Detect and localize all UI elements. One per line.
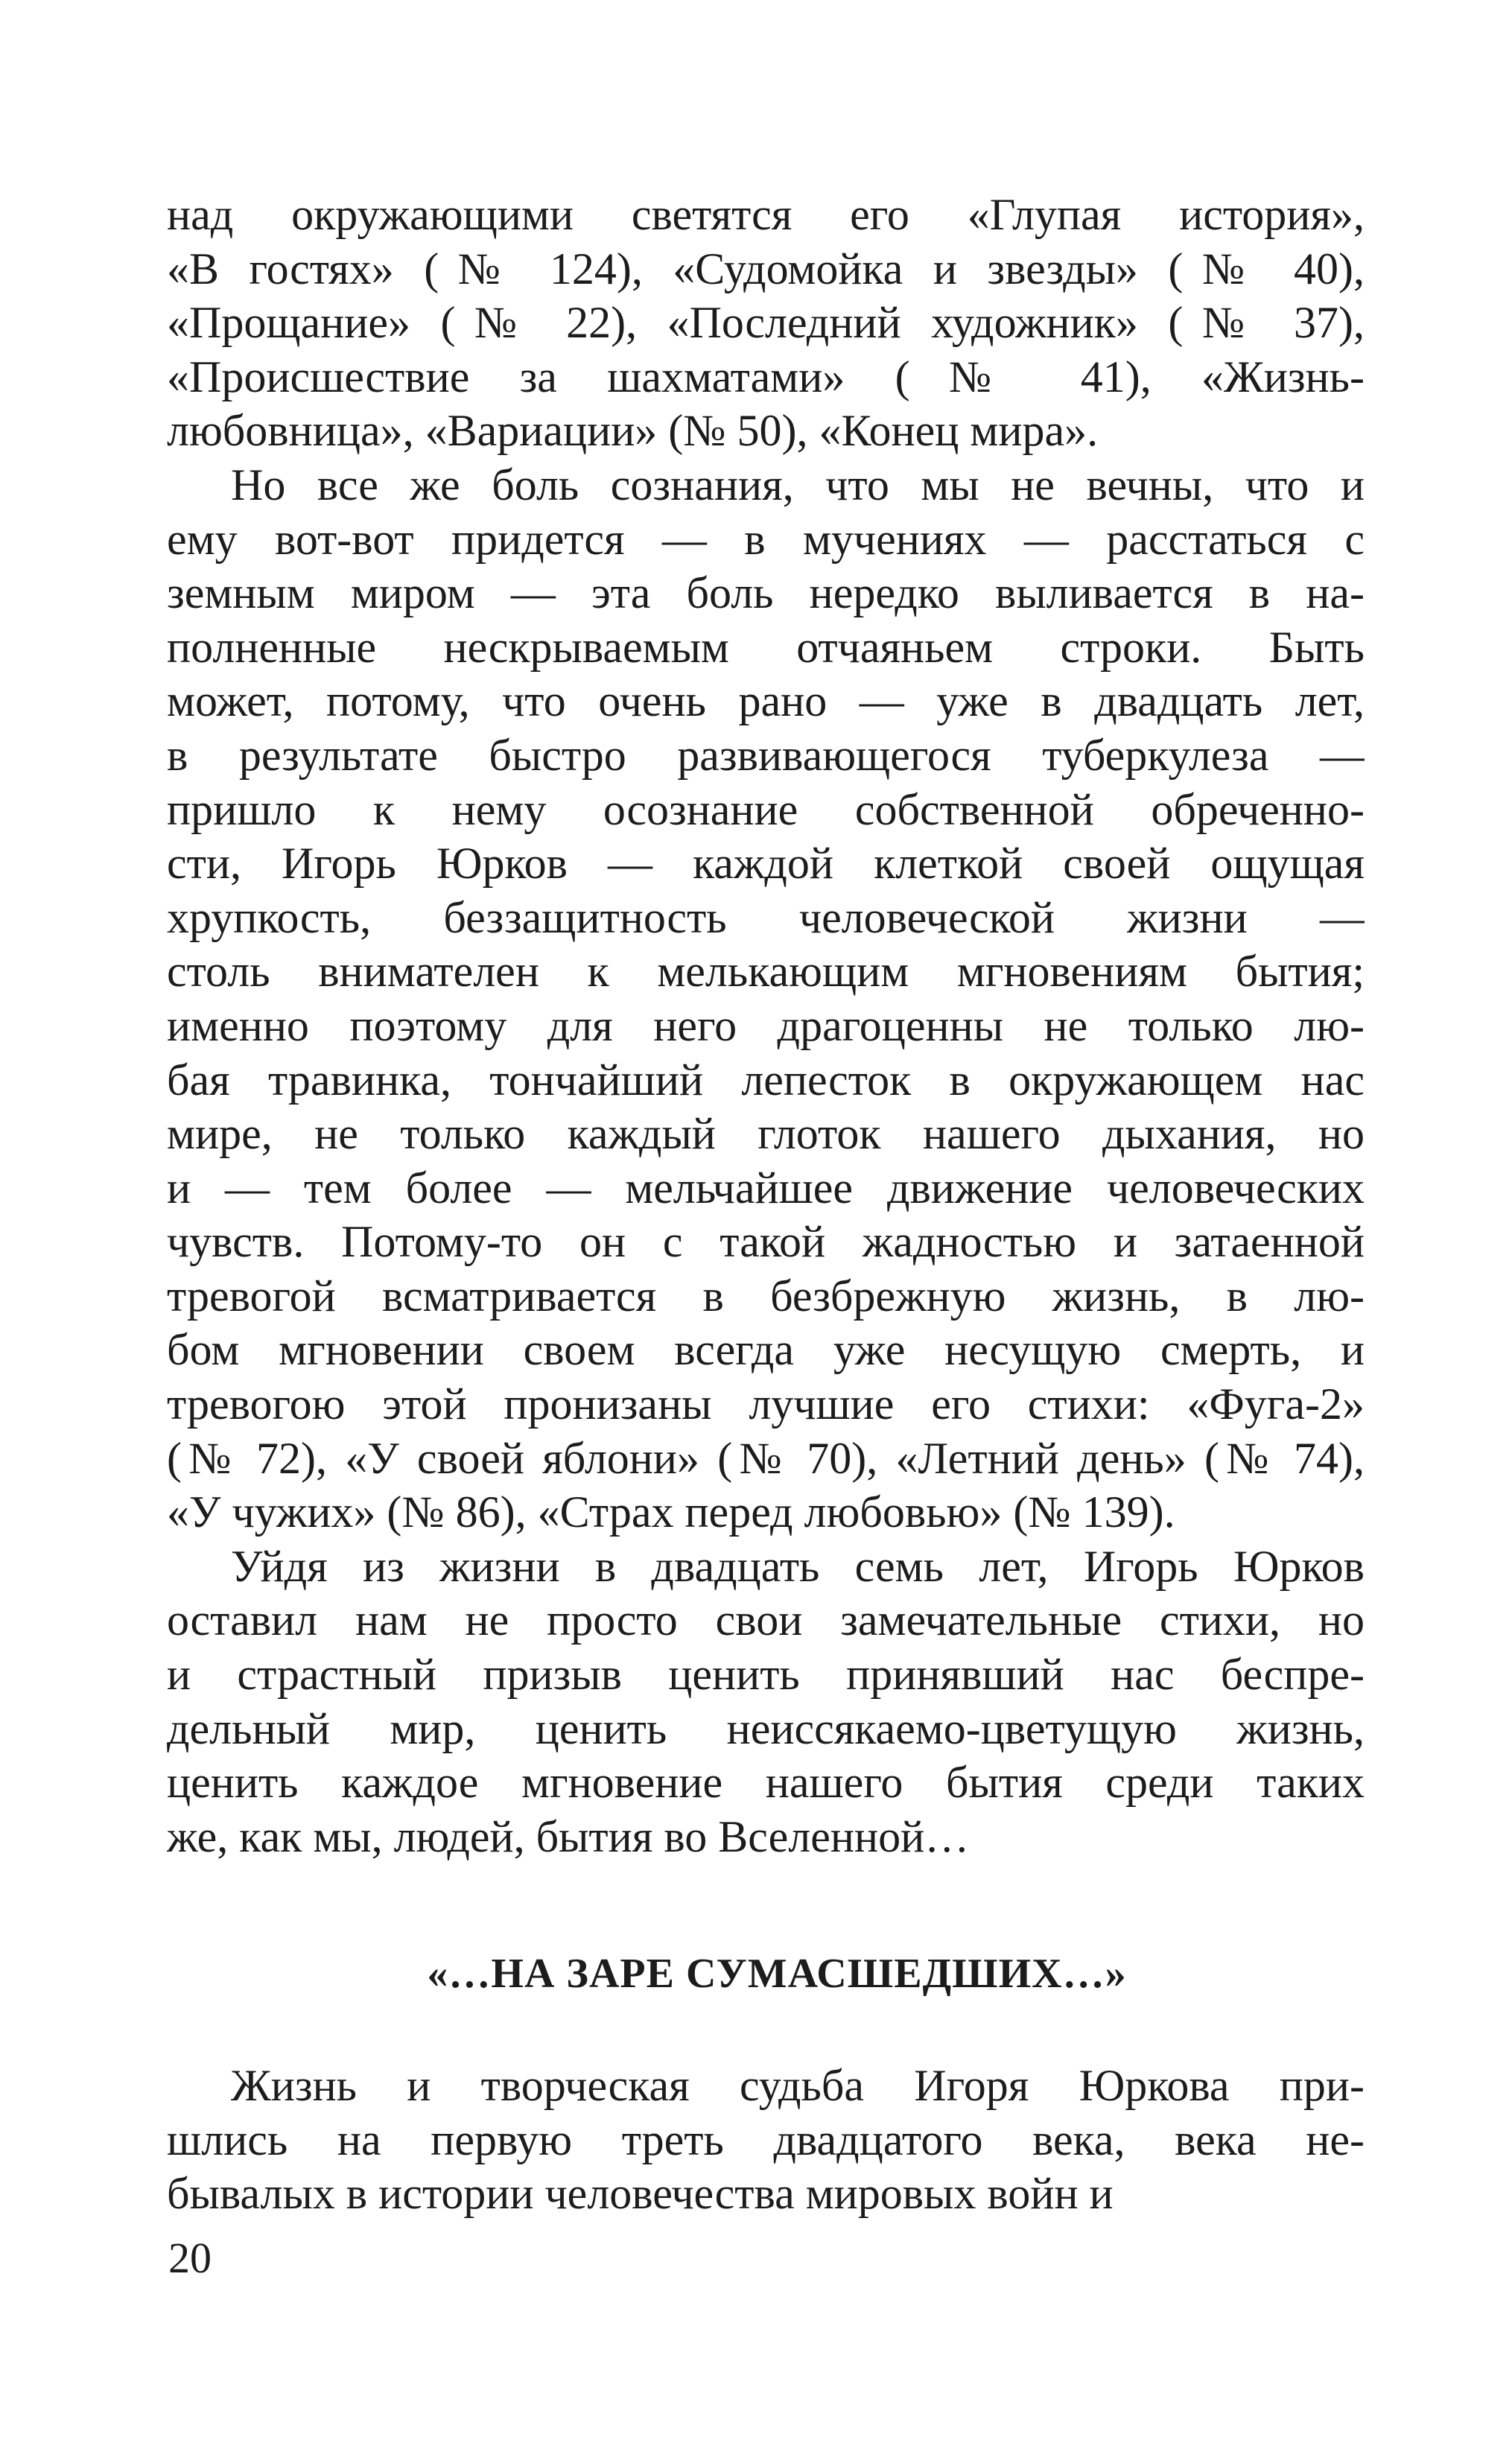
text-line: тревогою этой пронизаны лучшие его стихи: «Фуга-2»	[167, 1379, 1365, 1429]
text-line: «Происшествие за шахматами» (№ 41), «Жизнь-	[167, 352, 1365, 401]
text-line: полненные нескрываемым отчаяньем строки. Быть	[167, 622, 1365, 672]
text-line: сти, Игорь Юрков — каждой клеткой своей ощущая	[167, 839, 1365, 889]
paragraph	[167, 188, 1365, 458]
paragraph	[167, 2059, 1365, 2221]
text-line: столь внимателен к мелькающим мгновениям бытия;	[167, 947, 1365, 997]
text-line: пришло к нему осознание собственной обреченно-	[167, 784, 1365, 834]
text-line: именно поэтому для него драгоценны не только лю-	[167, 1000, 1365, 1050]
text-line: (№ 72), «У своей яблони» (№ 70), «Летний день» (№ 74),	[167, 1433, 1365, 1483]
text-line: оставил нам не просто свои замечательные стихи, но	[167, 1595, 1365, 1645]
text-line: тревогой всматривается в безбрежную жизнь, в лю-	[167, 1271, 1365, 1321]
page-number: 20	[168, 2234, 212, 2282]
text-line: чувств. Потому-то он с такой жадностью и затаенной	[167, 1217, 1365, 1267]
text-line: над окружающими светятся его «Глупая история»,	[167, 190, 1365, 239]
paragraph	[167, 1540, 1365, 1864]
text-line: и — тем более — мельчайшее движение человеческих	[167, 1163, 1365, 1213]
text-line: в результате быстро развивающегося туберкулеза —	[167, 730, 1365, 780]
text-line: и страстный призыв ценить принявший нас беспре-	[167, 1650, 1365, 1700]
text-line: Но все же боль сознания, что мы не вечны, что и	[231, 460, 1365, 509]
text-line: же, как мы, людей, бытия во Вселенной…	[167, 1811, 970, 1861]
text-line: бая травинка, тончайший лепесток в окружающем нас	[167, 1055, 1365, 1105]
text-line: бом мгновении своем всегда уже несущую смерть, и	[167, 1325, 1365, 1375]
text-line: «Прощание» (№ 22), «Последний художник» (№ 37),	[167, 298, 1365, 348]
text-line: дельный мир, ценить неиссякаемо-цветущую жизнь,	[167, 1703, 1365, 1753]
text-line: хрупкость, беззащитность человеческой жизни —	[167, 892, 1365, 942]
text-line: может, потому, что очень рано — уже в двадцать лет,	[167, 676, 1365, 726]
paragraph	[167, 458, 1365, 1540]
text-line: мире, не только каждый глоток нашего дыхания, но	[167, 1109, 1365, 1159]
text-line: Уйдя из жизни в двадцать семь лет, Игорь Юрков	[231, 1541, 1365, 1591]
body-text-top	[167, 188, 1365, 1864]
text-line: ему вот-вот придется — в мучениях — расстаться с	[167, 514, 1365, 564]
text-line: Жизнь и творческая судьба Игоря Юркова при-	[231, 2061, 1365, 2110]
text-line: земным миром — эта боль нередко выливается в на-	[167, 568, 1365, 618]
text-line: «У чужих» (№ 86), «Страх перед любовью» (№ 139).	[167, 1487, 1175, 1537]
text-line: бывалых в истории человечества мировых войн и	[167, 2169, 1114, 2219]
text-line: «В гостях» (№ 124), «Судомойка и звезды» (№ 40),	[167, 244, 1365, 293]
text-line: ценить каждое мгновение нашего бытия среди таких	[167, 1758, 1365, 1808]
body-text-bottom	[167, 2059, 1365, 2221]
section-heading: «…НА ЗАРЕ СУМАСШЕДШИХ…»	[427, 1951, 1127, 1997]
text-line: шлись на первую треть двадцатого века, века не-	[167, 2115, 1365, 2164]
text-line: любовница», «Вариации» (№ 50), «Конец мира».	[167, 406, 1099, 456]
